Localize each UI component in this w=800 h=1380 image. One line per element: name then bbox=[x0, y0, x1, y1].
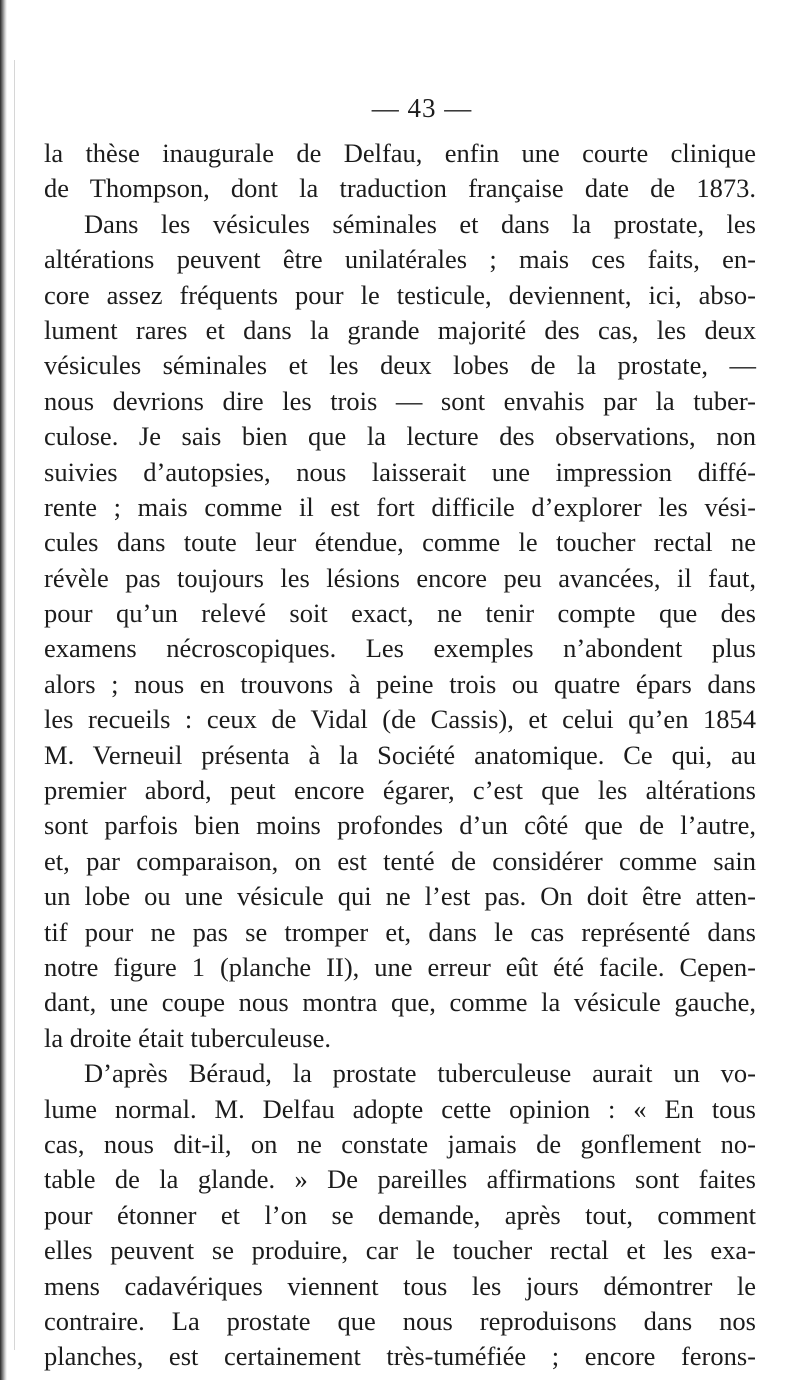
page-gutter-shadow bbox=[14, 60, 15, 1350]
text-line: cas, nous dit-il, on ne constate jamais de gonflement no- bbox=[44, 1128, 756, 1159]
text-line: elles peuvent se produire, car le toucher rectal et les exa- bbox=[44, 1235, 756, 1266]
text-line: lument rares et dans la grande majorité des cas, les deux bbox=[44, 314, 756, 345]
text-line: tif pour ne pas se tromper et, dans le cas représenté dans bbox=[44, 916, 756, 947]
text-line: suivies d’autopsies, nous laisserait une impression diffé- bbox=[44, 456, 756, 487]
text-line: pour étonner et l’on se demande, après tout, comment bbox=[44, 1199, 756, 1230]
text-line: table de la glande. » De pareilles affirmations sont faites bbox=[44, 1164, 756, 1195]
body-text bbox=[44, 136, 756, 1375]
text-line: examens nécroscopiques. Les exemples n’abondent plus bbox=[44, 633, 756, 664]
text-line: altérations peuvent être unilatérales ; mais ces faits, en- bbox=[44, 244, 756, 275]
text-line: lume normal. M. Delfau adopte cette opinion : « En tous bbox=[44, 1093, 756, 1124]
text-line: cules dans toute leur étendue, comme le toucher rectal ne bbox=[44, 527, 756, 558]
text-line: mens cadavériques viennent tous les jours démontrer le bbox=[44, 1270, 756, 1301]
text-line: un lobe ou une vésicule qui ne l’est pas. On doit être atten- bbox=[44, 881, 756, 912]
text-line: et, par comparaison, on est tenté de considérer comme sain bbox=[44, 845, 756, 876]
text-line: Dans les vésicules séminales et dans la prostate, les bbox=[84, 208, 756, 239]
text-line: sont parfois bien moins profondes d’un côté que de l’autre, bbox=[44, 810, 756, 841]
text-line: notre figure 1 (planche II), une erreur eût été facile. Cepen- bbox=[44, 951, 756, 982]
text-line: D’après Béraud, la prostate tuberculeuse aurait un vo- bbox=[84, 1058, 756, 1089]
text-line: rente ; mais comme il est fort difficile d’explorer les vési- bbox=[44, 491, 756, 522]
text-line: M. Verneuil présenta à la Société anatomique. Ce qui, au bbox=[44, 739, 756, 770]
page-binding-edge bbox=[0, 0, 7, 1380]
text-line: pour qu’un relevé soit exact, ne tenir compte que des bbox=[44, 598, 756, 629]
text-line: les recueils : ceux de Vidal (de Cassis), et celui qu’en 1854 bbox=[44, 704, 756, 735]
text-line: de Thompson, dont la traduction française date de 1873. bbox=[44, 173, 756, 204]
text-line: nous devrions dire les trois — sont envahis par la tuber- bbox=[44, 385, 756, 416]
text-line: planches, est certainement très-tuméfiée ; encore ferons- bbox=[44, 1341, 756, 1372]
text-line: core assez fréquents pour le testicule, deviennent, ici, abso- bbox=[44, 279, 756, 310]
text-line: culose. Je sais bien que la lecture des observations, non bbox=[44, 421, 756, 452]
text-line: la thèse inaugurale de Delfau, enfin une courte clinique bbox=[44, 138, 756, 168]
text-line: premier abord, peut encore égarer, c’est que les altérations bbox=[44, 775, 756, 806]
text-line: contraire. La prostate que nous reproduisons dans nos bbox=[44, 1305, 756, 1336]
text-line: dant, une coupe nous montra que, comme la vésicule gauche, bbox=[44, 987, 756, 1018]
text-line: la droite était tuberculeuse. bbox=[44, 1022, 331, 1053]
text-line: alors ; nous en trouvons à peine trois ou quatre épars dans bbox=[44, 668, 756, 699]
text-line: révèle pas toujours les lésions encore peu avancées, il faut, bbox=[44, 562, 756, 593]
page-number: — 43 — bbox=[371, 93, 473, 123]
text-line: vésicules séminales et les deux lobes de la prostate, — bbox=[44, 350, 756, 381]
